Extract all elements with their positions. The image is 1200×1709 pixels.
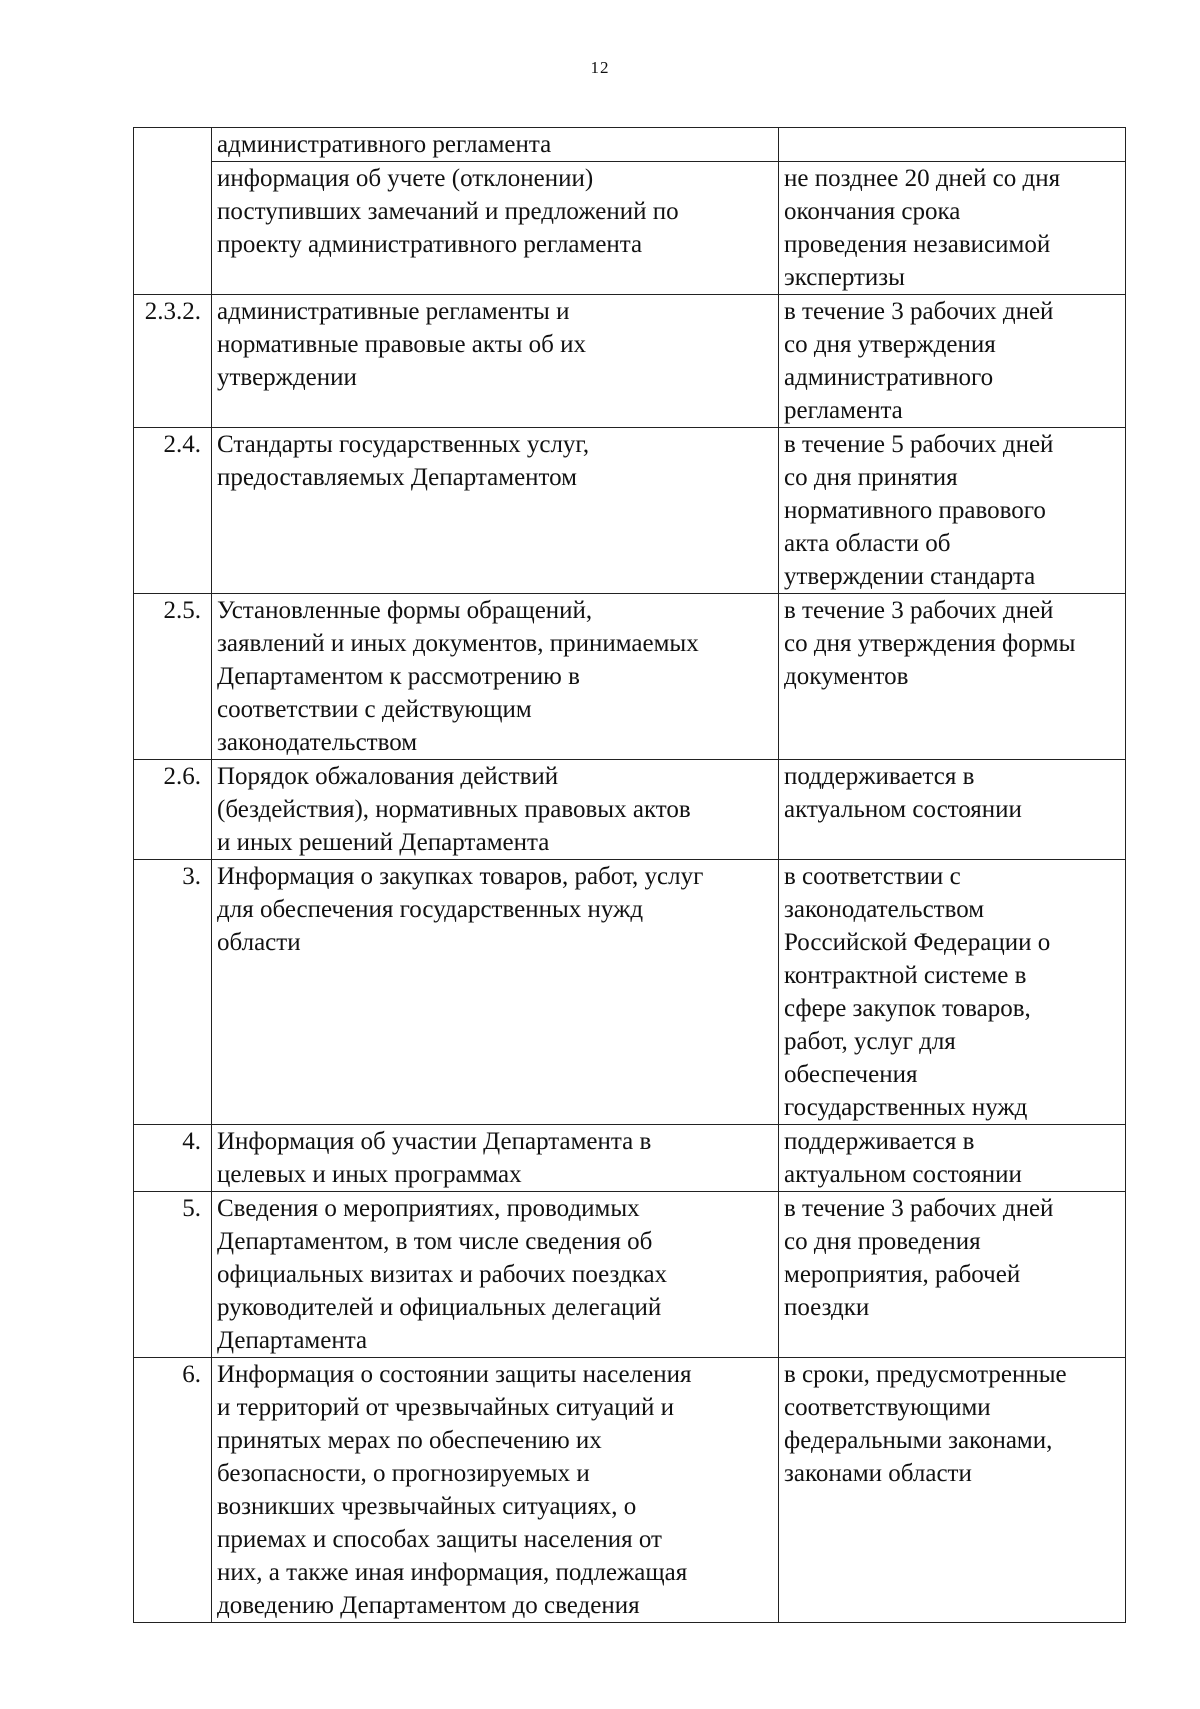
row-description: Информация об участии Департамента в целевых и иных программах — [212, 1125, 779, 1192]
row-description: административного регламента — [212, 128, 779, 162]
row-description: Информация о состоянии защиты населения и территорий от чрезвычайных ситуаций и принятых мерах по обеспечению их безопасности, о прогнозируемых и возникших чрезвычайных ситуациях, о приемах и способах защиты населения от них, а также иная информация, подлежащая доведению Департаментом до сведения — [212, 1358, 779, 1623]
page-number: 12 — [590, 58, 610, 77]
row-number: 4. — [134, 1125, 212, 1192]
row-number: 2.6. — [134, 760, 212, 860]
row-deadline: в течение 3 рабочих дней со дня проведения мероприятия, рабочей поездки — [779, 1192, 1126, 1358]
table-row — [134, 594, 1126, 760]
row-deadline: в сроки, предусмотренные соответствующими федеральными законами, законами области — [779, 1358, 1126, 1623]
row-number: 5. — [134, 1192, 212, 1358]
row-deadline: поддерживается в актуальном состоянии — [779, 1125, 1126, 1192]
table-row — [134, 1358, 1126, 1623]
row-deadline: в течение 3 рабочих дней со дня утверждения административного регламента — [779, 295, 1126, 428]
table-row — [134, 128, 1126, 162]
row-number — [134, 128, 212, 295]
row-deadline: в течение 5 рабочих дней со дня принятия нормативного правового акта области об утверждении стандарта — [779, 428, 1126, 594]
row-deadline: в соответствии с законодательством Российской Федерации о контрактной системе в сфере закупок товаров, работ, услуг для обеспечения государственных нужд — [779, 860, 1126, 1125]
table-row — [134, 295, 1126, 428]
row-description: Стандарты государственных услуг, предоставляемых Департаментом — [212, 428, 779, 594]
row-description: Установленные формы обращений, заявлений и иных документов, принимаемых Департаментом к рассмотрению в соответствии с действующим законодательством — [212, 594, 779, 760]
table-row — [134, 860, 1126, 1125]
row-number: 2.5. — [134, 594, 212, 760]
table-row — [134, 1125, 1126, 1192]
row-number: 2.4. — [134, 428, 212, 594]
row-deadline: в течение 3 рабочих дней со дня утверждения формы документов — [779, 594, 1126, 760]
table-row — [134, 428, 1126, 594]
row-description: Порядок обжалования действий (бездействия), нормативных правовых актов и иных решений Департамента — [212, 760, 779, 860]
row-number: 3. — [134, 860, 212, 1125]
row-description: информация об учете (отклонении) поступивших замечаний и предложений по проекту административного регламента — [212, 162, 779, 295]
table-row — [134, 760, 1126, 860]
row-deadline: не позднее 20 дней со дня окончания срока проведения независимой экспертизы — [779, 162, 1126, 295]
information-table — [133, 127, 1126, 1623]
row-deadline: поддерживается в актуальном состоянии — [779, 760, 1126, 860]
table-row — [134, 162, 1126, 295]
row-description: Сведения о мероприятиях, проводимых Департаментом, в том числе сведения об официальных визитах и рабочих поездках руководителей и официальных делегаций Департамента — [212, 1192, 779, 1358]
row-description: Информация о закупках товаров, работ, услуг для обеспечения государственных нужд области — [212, 860, 779, 1125]
row-deadline — [779, 128, 1126, 162]
row-number: 2.3.2. — [134, 295, 212, 428]
row-number: 6. — [134, 1358, 212, 1623]
table-row — [134, 1192, 1126, 1358]
row-description: административные регламенты и нормативные правовые акты об их утверждении — [212, 295, 779, 428]
